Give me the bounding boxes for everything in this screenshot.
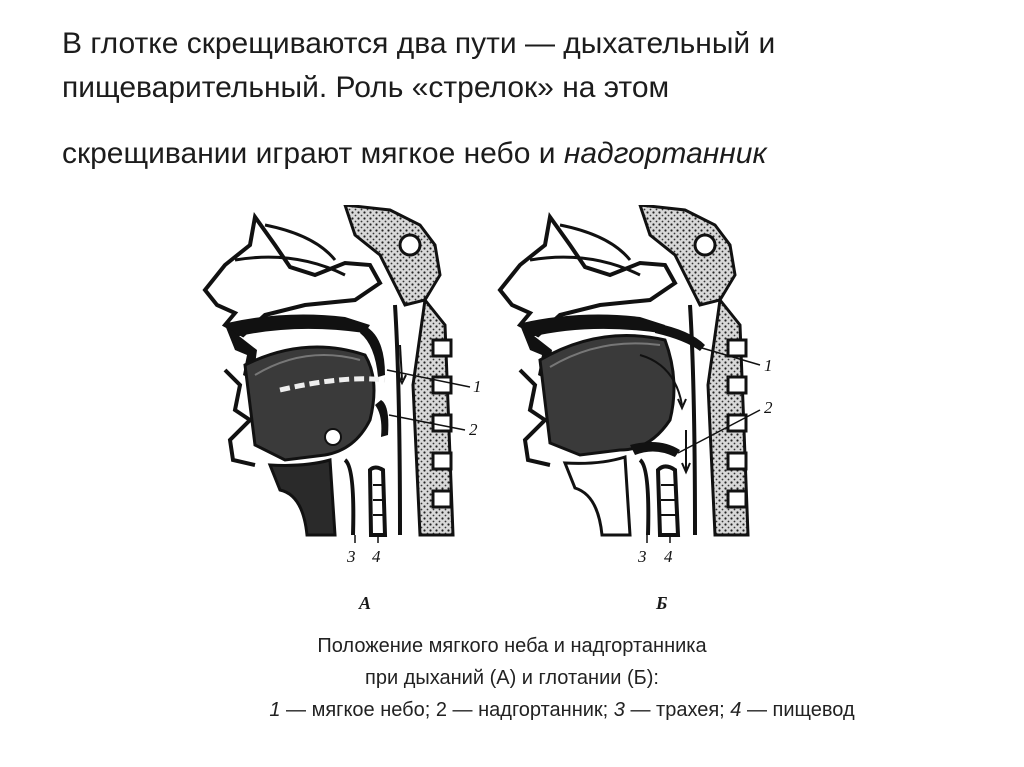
legend-num-3: 3	[613, 699, 625, 721]
heading-line-2: пищеварительный. Роль «стрелок» на этом	[62, 71, 670, 104]
heading-line-3-text: скрещивании играют мягкое небо и	[62, 137, 564, 170]
trachea-a	[370, 468, 385, 536]
legend-text-2: — надгортанник;	[447, 699, 614, 721]
label-1-b: 1	[764, 356, 773, 375]
diagram-a	[205, 205, 482, 566]
diagram-b	[500, 205, 773, 566]
figure-caption	[0, 630, 1024, 726]
legend-text-3: — трахея;	[624, 699, 731, 721]
label-2-b: 2	[764, 398, 773, 417]
label-3-b: 3	[638, 547, 647, 566]
figure-label-b: Б	[656, 593, 668, 613]
legend-num-2: 2	[435, 699, 447, 721]
legend-num-4: 4	[730, 699, 742, 721]
epiglottis-b	[630, 442, 680, 457]
epiglottis-a	[375, 400, 388, 437]
legend-text-1: — мягкое небо;	[280, 699, 436, 721]
caption-legend	[100, 694, 1024, 726]
label-4-b: 4	[664, 547, 673, 566]
figure-label-a: А	[359, 593, 372, 613]
label-2-a: 2	[469, 420, 478, 439]
tongue-b	[540, 336, 674, 456]
heading	[62, 22, 962, 176]
larynx-b	[565, 457, 630, 535]
label-4-a: 4	[372, 547, 381, 566]
caption-line-2: при дыханий (А) и глотании (Б):	[365, 667, 659, 689]
label-3-a: 3	[347, 547, 356, 566]
heading-line-3	[62, 132, 962, 176]
tongue-a	[245, 347, 374, 460]
legend-num-1: 1	[269, 699, 281, 721]
legend-text-4: — пищевод	[741, 699, 855, 721]
anatomy-figure	[195, 205, 785, 625]
label-1-a: 1	[473, 377, 482, 396]
heading-italic-term: надгортанник	[563, 137, 767, 170]
larynx-a	[270, 460, 335, 535]
heading-line-1: В глотке скрещиваются два пути — дыхательный и	[62, 27, 776, 60]
caption-line-1: Положение мягкого неба и надгортанника	[317, 635, 707, 657]
